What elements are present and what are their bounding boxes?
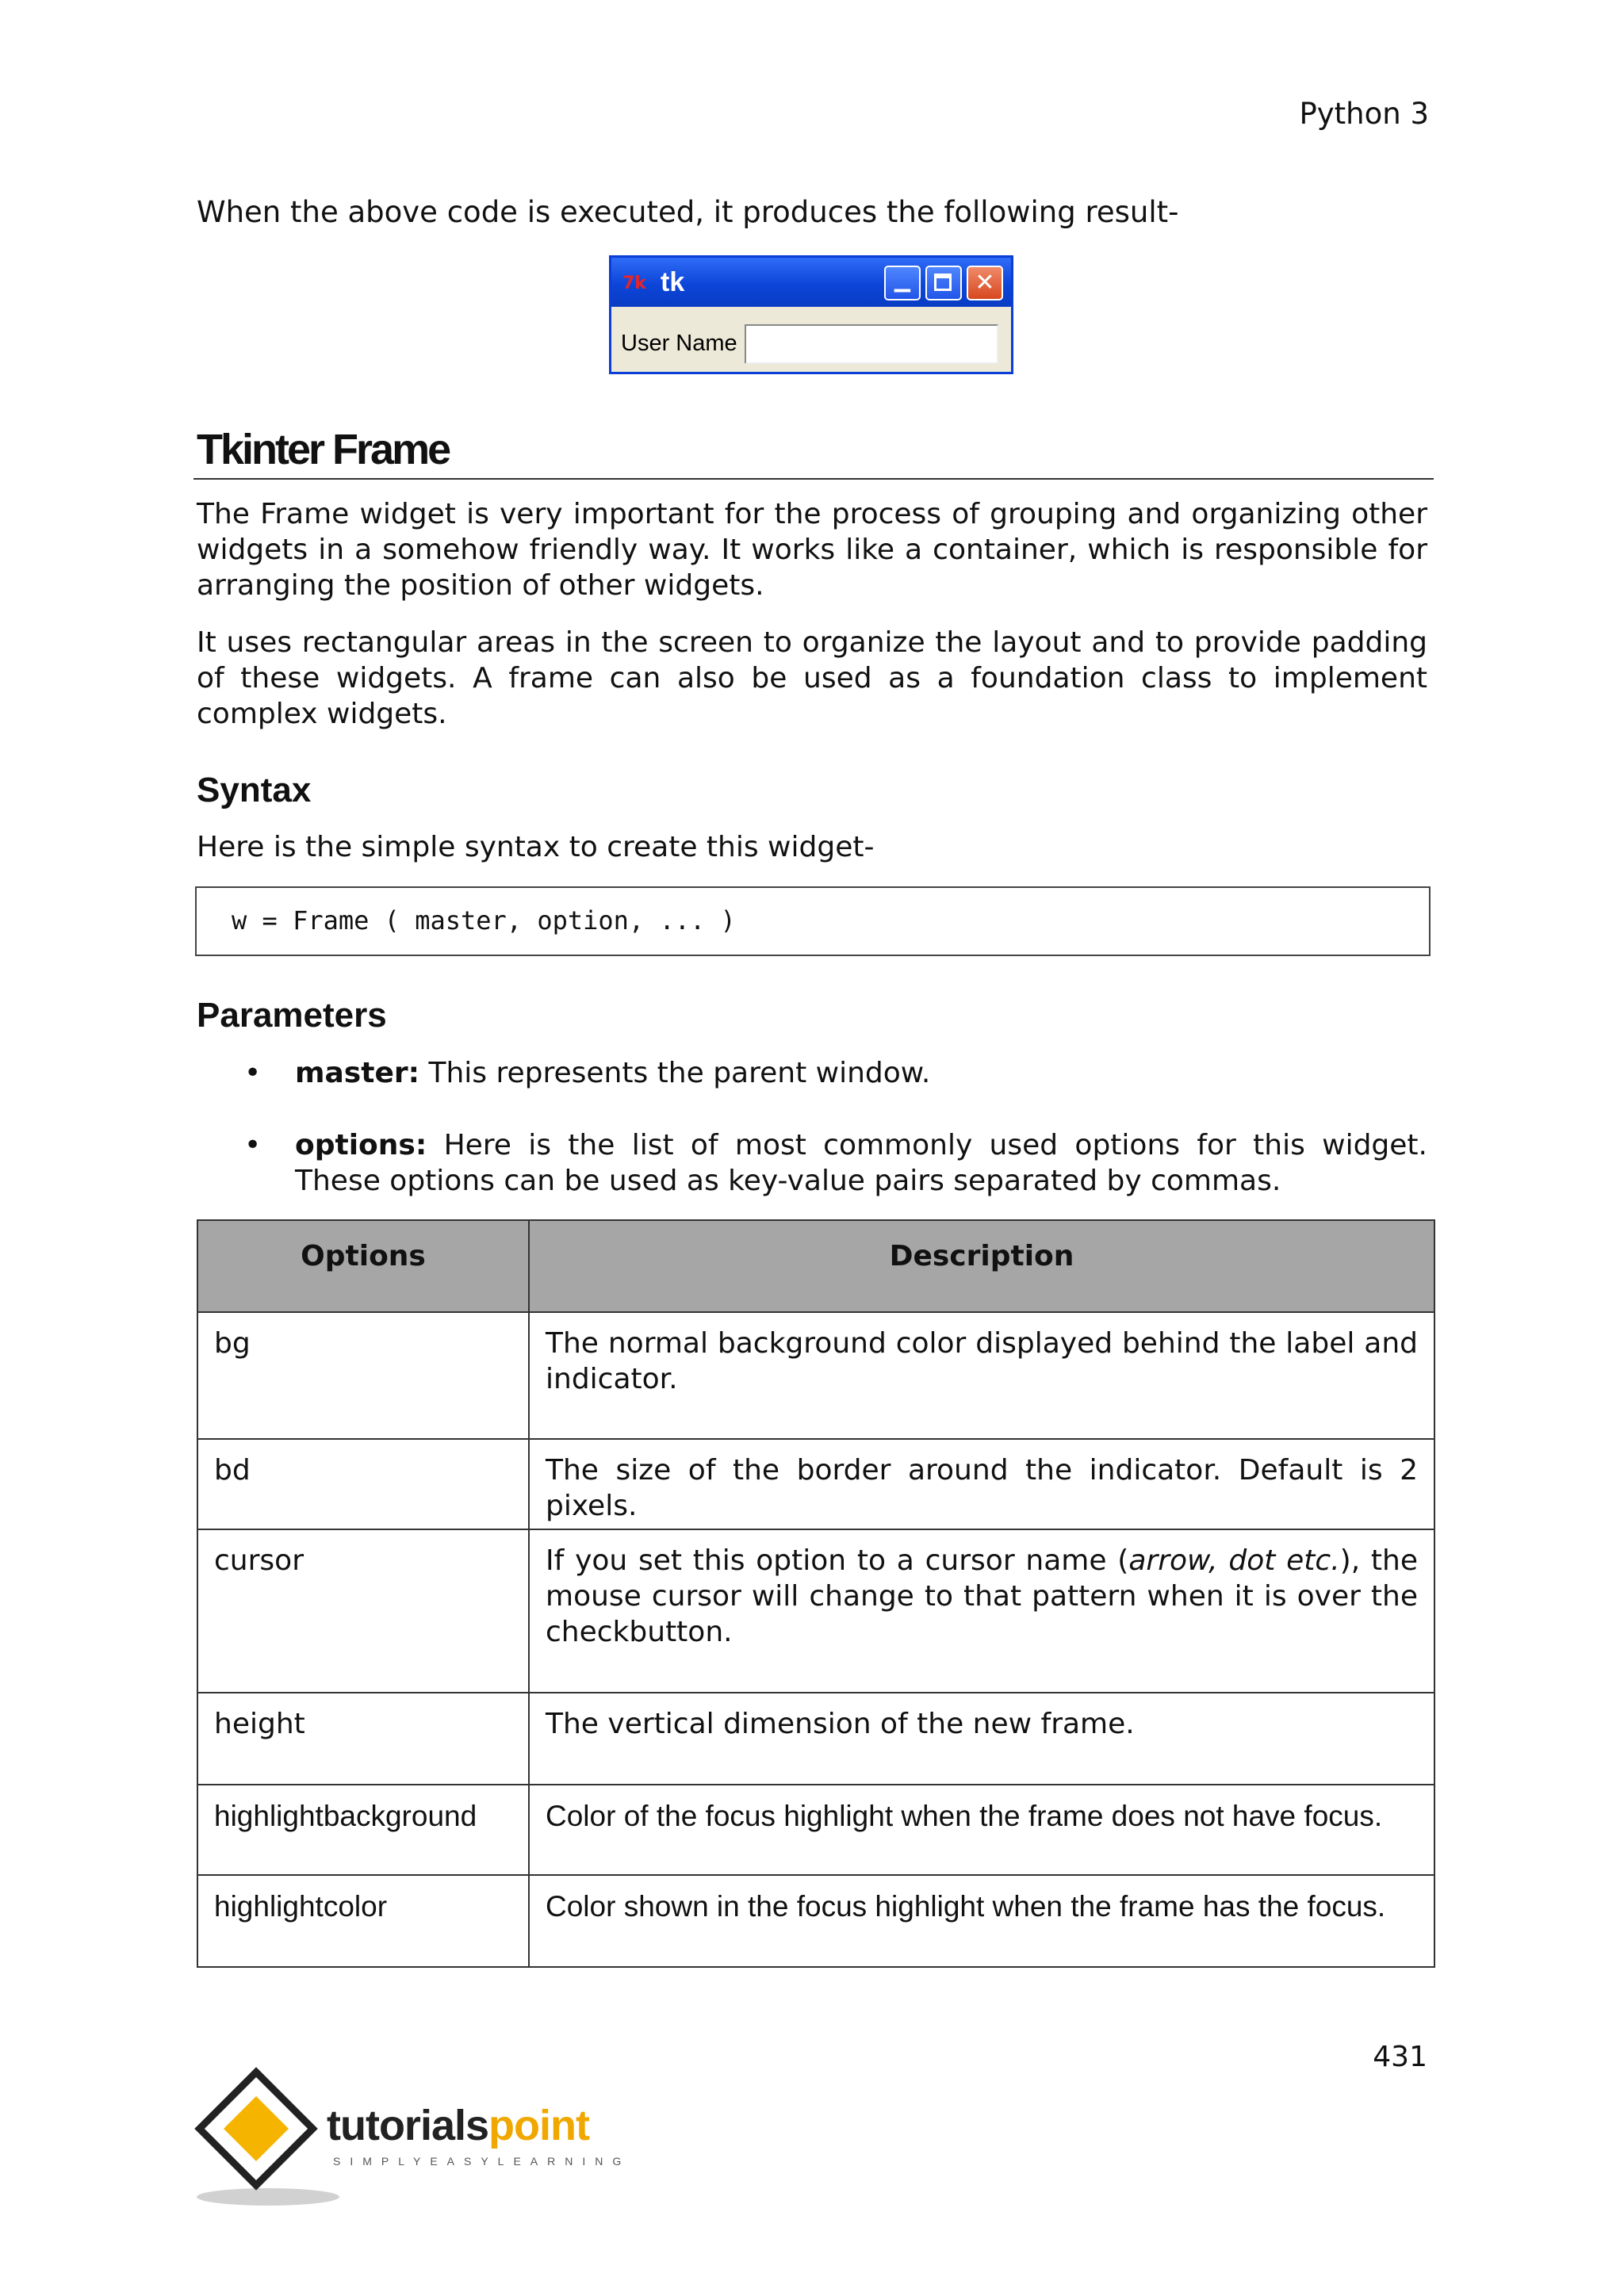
title-rule <box>193 478 1434 480</box>
tk-feather-icon: 7k <box>622 274 646 293</box>
option-description: The size of the border around the indicator. Default is 2 pixels. <box>529 1439 1434 1529</box>
table-header-row <box>197 1220 1434 1312</box>
logo-name-a: tutorials <box>327 2102 489 2149</box>
table-row <box>197 1693 1434 1785</box>
param-options-text: Here is the list of most commonly used options for this widget. These options can be used as key-value pairs separated by commas. <box>295 1129 1427 1197</box>
options-table <box>197 1219 1435 1968</box>
desc-part: ), the mouse cursor will change to that pattern when it is over the checkbutton. <box>546 1544 1419 1648</box>
table-header-options: Options <box>197 1220 529 1312</box>
table-row <box>197 1529 1434 1693</box>
option-name: highlightbackground <box>197 1785 529 1875</box>
paragraph-frame-intro: The Frame widget is very important for the process of grouping and organizing other widgets in a somehow friendly way. It works like a container, which is responsible for arranging the position of other widgets. <box>197 498 1427 602</box>
tk-title-bar <box>611 258 1011 307</box>
running-header: Python 3 <box>1299 97 1429 131</box>
option-description: Color shown in the focus highlight when the frame has the focus. <box>529 1875 1434 1967</box>
option-description: The vertical dimension of the new frame. <box>529 1693 1434 1785</box>
table-row <box>197 1785 1434 1875</box>
param-master-text: This represents the parent window. <box>428 1057 931 1089</box>
table-row <box>197 1875 1434 1967</box>
tk-user-name-entry <box>745 324 998 364</box>
code-block <box>195 886 1431 956</box>
logo-shadow <box>197 2188 339 2206</box>
desc-part: If you set this option to a cursor name ( <box>546 1544 1129 1577</box>
option-description: Color of the focus highlight when the frame does not have focus. <box>529 1785 1434 1875</box>
option-name: highlightcolor <box>197 1875 529 1967</box>
param-master <box>295 1055 1427 1091</box>
option-name: bg <box>197 1312 529 1439</box>
tutorialspoint-logo <box>193 2071 669 2214</box>
close-icon: ✕ <box>967 266 1003 300</box>
option-name: cursor <box>197 1529 529 1693</box>
paragraph-frame-areas: It uses rectangular areas in the screen to organize the layout and to provide padding of these widgets. A frame can also be used as a foundation class to implement complex widgets. <box>197 626 1427 730</box>
code-line: w = Frame ( master, option, ... ) <box>232 905 736 936</box>
parameters-heading: Parameters <box>197 996 387 1035</box>
logo-name <box>327 2101 589 2150</box>
option-name: bd <box>197 1439 529 1529</box>
tk-user-name-label: User Name <box>621 331 737 356</box>
intro-text: When the above code is executed, it produces the following result- <box>197 195 1179 229</box>
section-title: Tkinter Frame <box>197 426 450 473</box>
tk-window-screenshot <box>609 255 1013 374</box>
bullet-icon: • <box>244 1057 262 1089</box>
table-row <box>197 1312 1434 1439</box>
option-description <box>529 1529 1434 1693</box>
option-description: The normal background color displayed behind the label and indicator. <box>529 1312 1434 1439</box>
param-options-term: options: <box>295 1129 427 1161</box>
logo-name-b: point <box>488 2102 589 2149</box>
param-master-term: master: <box>295 1057 420 1089</box>
page-number: 431 <box>1373 2041 1427 2073</box>
bullet-icon: • <box>244 1129 262 1161</box>
table-row <box>197 1439 1434 1529</box>
syntax-heading: Syntax <box>197 771 312 809</box>
param-options <box>295 1127 1427 1199</box>
maximize-icon <box>925 266 962 300</box>
minimize-icon: ▁ <box>884 266 921 300</box>
table-header-description: Description <box>529 1220 1434 1312</box>
desc-emphasis: arrow, dot etc. <box>1128 1544 1340 1577</box>
syntax-text: Here is the simple syntax to create this widget- <box>197 831 875 863</box>
tk-window-title: tk <box>661 267 685 297</box>
logo-tagline: SIMPLYEASYLEARNING <box>333 2155 631 2168</box>
option-name: height <box>197 1693 529 1785</box>
